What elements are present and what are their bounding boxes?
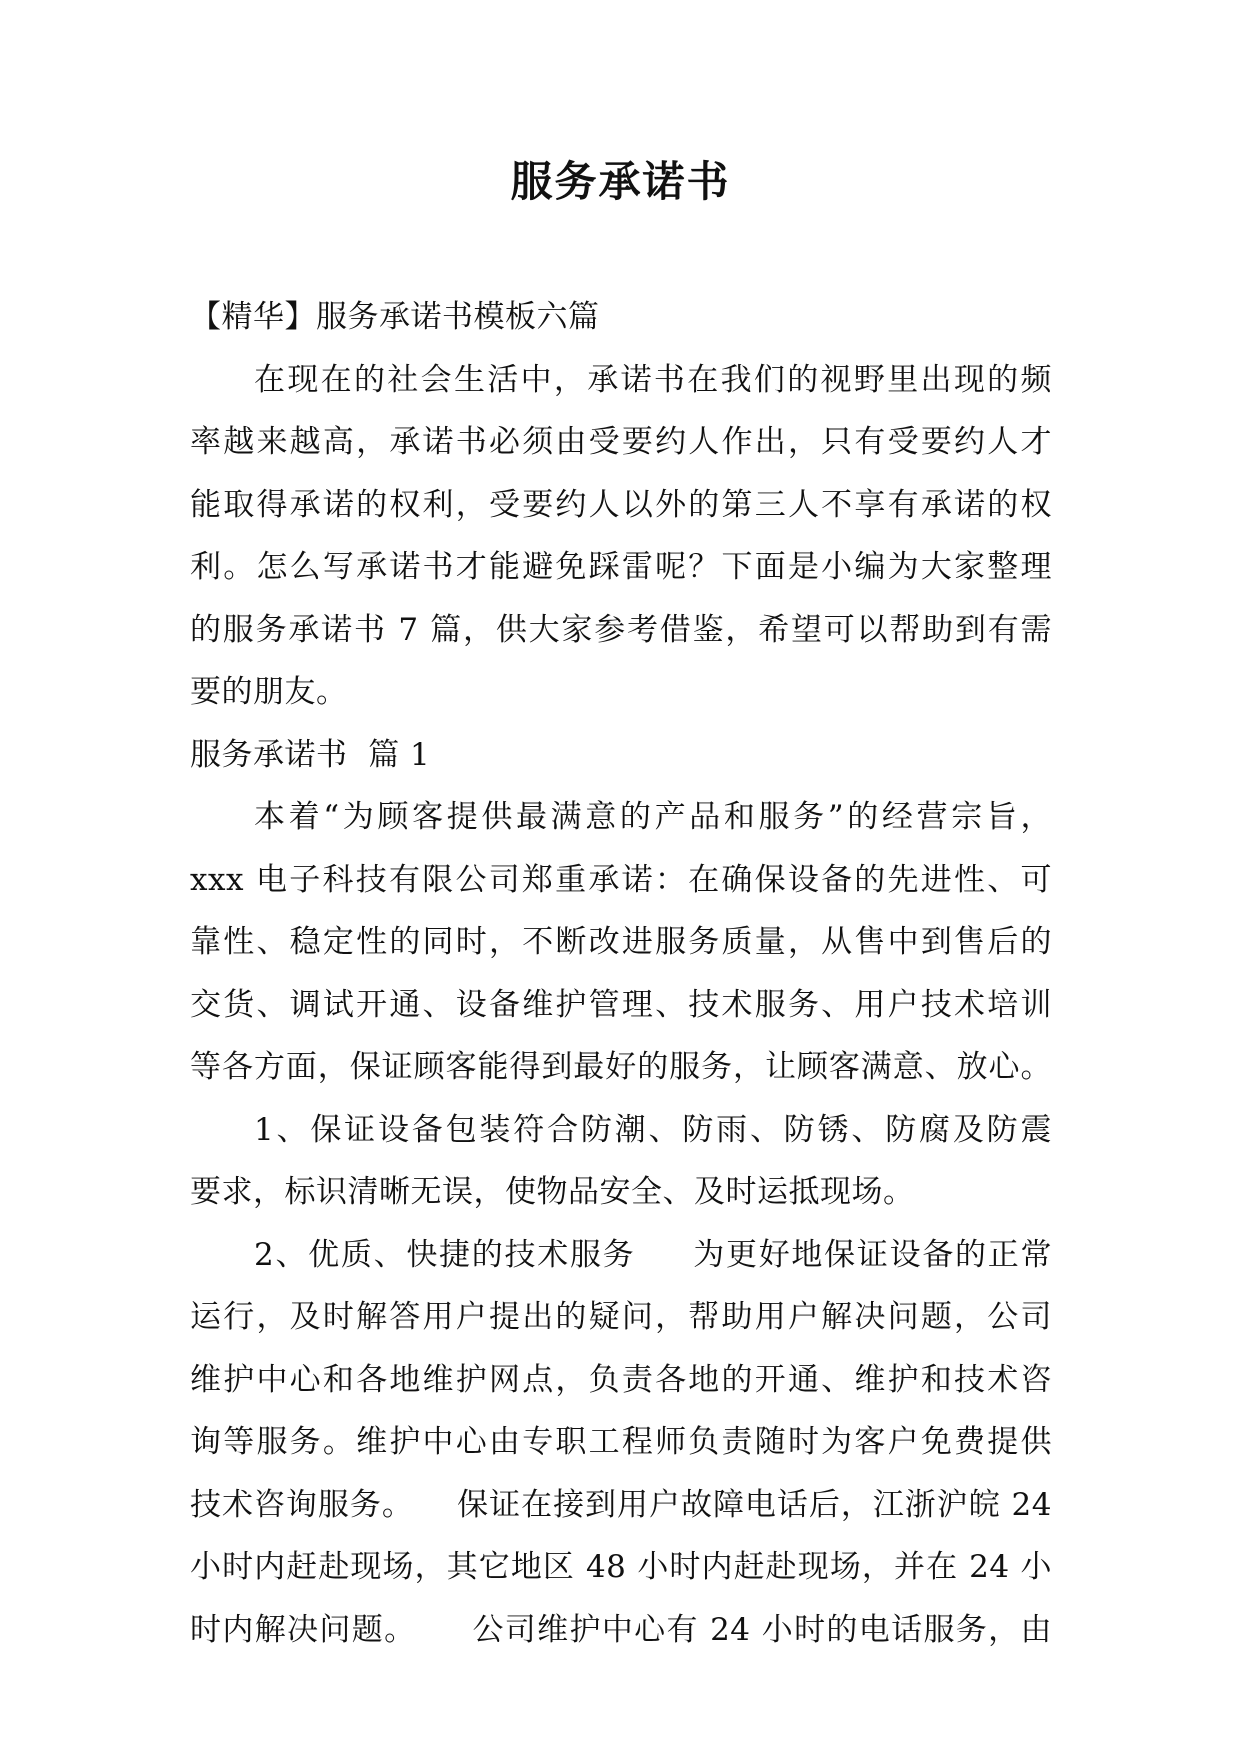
document-title: 服务承诺书 (510, 157, 731, 206)
paragraph-line: 靠性、稳定性的同时，不断改进服务质量，从售中到售后的 (190, 924, 1052, 960)
paragraph-line: 询等服务。维护中心由专职工程师负责随时为客户免费提供 (190, 1424, 1052, 1460)
paragraph-line: 运行，及时解答用户提出的疑问，帮助用户解决问题，公司 (190, 1299, 1052, 1335)
paragraph-line: 率越来越高，承诺书必须由受要约人作出，只有受要约人才 (190, 424, 1052, 460)
paragraph-line: 时内解决问题。 公司维护中心有 24 小时的电话服务，由 (190, 1611, 1052, 1648)
paragraph-line: 在现在的社会生活中，承诺书在我们的视野里出现的频 (254, 361, 1052, 398)
paragraph-line: 维护中心和各地维护网点，负责各地的开通、维护和技术咨 (190, 1361, 1052, 1398)
paragraph-line: 技术咨询服务。 保证在接到用户故障电话后，江浙沪皖 24 (190, 1486, 1052, 1523)
paragraph-line: 交货、调试开通、设备维护管理、技术服务、用户技术培训 (190, 986, 1052, 1023)
document-body (190, 286, 1052, 1661)
paragraph-line: 的服务承诺书 7 篇，供大家参考借鉴，希望可以帮助到有需 (190, 611, 1052, 648)
section-heading: 服务承诺书 篇 1 (190, 736, 431, 773)
paragraph-line: 本着“为顾客提供最满意的产品和服务”的经营宗旨， (254, 799, 1052, 835)
list-item-line: 1、保证设备包装符合防潮、防雨、防锈、防腐及防震 (254, 1111, 1052, 1148)
list-item-line: 2、优质、快捷的技术服务 为更好地保证设备的正常 (254, 1236, 1052, 1273)
paragraph-line: 小时内赶赴现场，其它地区 48 小时内赶赴现场，并在 24 小 (190, 1549, 1052, 1585)
paragraph-line: 利。怎么写承诺书才能避免踩雷呢？下面是小编为大家整理 (190, 549, 1052, 585)
paragraph-line: 能取得承诺的权利，受要约人以外的第三人不享有承诺的权 (190, 486, 1052, 523)
list-item-line: 要求，标识清晰无误，使物品安全、及时运抵现场。 (190, 1174, 915, 1210)
subtitle-line: 【精华】服务承诺书模板六篇 (190, 299, 600, 335)
paragraph-line: 等各方面，保证顾客能得到最好的服务，让顾客满意、放心。 (190, 1049, 1052, 1085)
paragraph-line: xxx 电子科技有限公司郑重承诺：在确保设备的先进性、可 (190, 861, 1052, 898)
paragraph-line: 要的朋友。 (190, 674, 348, 710)
